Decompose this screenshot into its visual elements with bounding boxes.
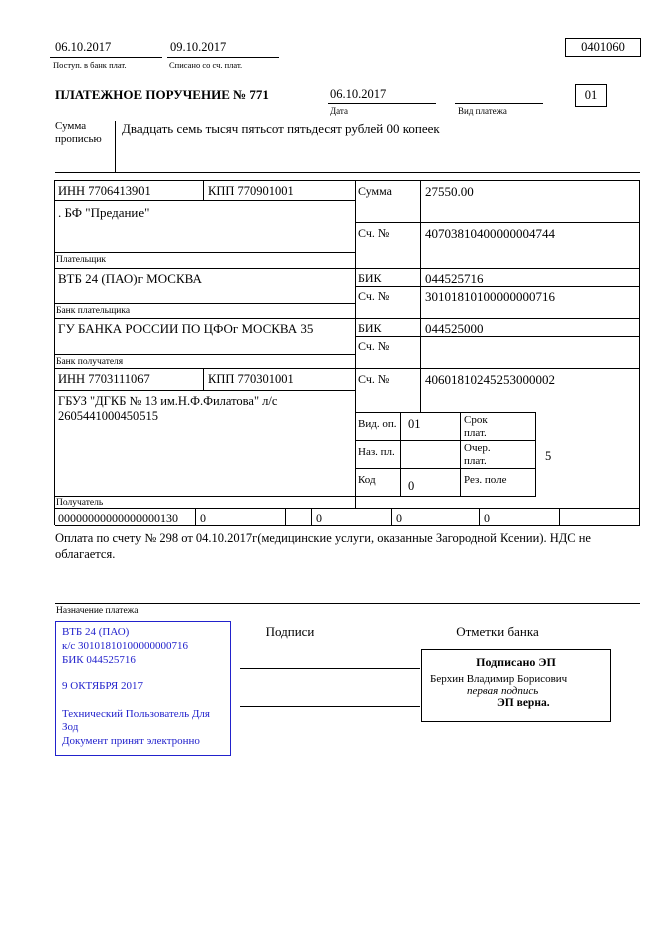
divider-line bbox=[55, 368, 640, 369]
payee-bank-bik-label: БИК bbox=[358, 321, 382, 335]
code-value: 0 bbox=[408, 479, 415, 493]
purpose-code-label: Наз. пл. bbox=[358, 446, 395, 458]
pay-term-label: Срок плат. bbox=[464, 414, 488, 439]
payer-bank-bik: 044525716 bbox=[425, 271, 484, 286]
divider-line bbox=[639, 180, 640, 525]
divider-line bbox=[285, 508, 286, 525]
signature-mark-verdict: ЭП верна. bbox=[497, 697, 550, 709]
payee-account: 40601810245253000002 bbox=[425, 372, 555, 387]
divider-line bbox=[355, 222, 640, 223]
bank-marks-label: Отметки банка bbox=[456, 624, 539, 639]
received-date-label: Поступ. в банк плат. bbox=[53, 60, 127, 70]
divider-line bbox=[479, 508, 480, 525]
divider-line bbox=[391, 508, 392, 525]
payee-bank-name: ГУ БАНКА РОССИИ ПО ЦФОг МОСКВА 35 bbox=[58, 321, 314, 336]
divider-line bbox=[55, 172, 640, 173]
divider-line bbox=[54, 180, 55, 525]
payer-bank-section-label: Банк плательщика bbox=[56, 306, 131, 316]
code-label: Код bbox=[358, 474, 376, 486]
divider-line bbox=[55, 200, 355, 201]
amount-words-label: Сумма прописью bbox=[55, 120, 102, 146]
payee-kpp: КПП 770301001 bbox=[208, 372, 294, 386]
purpose-label: Назначение платежа bbox=[56, 606, 139, 616]
payer-kpp: КПП 770901001 bbox=[208, 184, 294, 198]
divider-line bbox=[311, 508, 312, 525]
payer-bank-name: ВТБ 24 (ПАО)г МОСКВА bbox=[58, 271, 202, 286]
divider-line bbox=[355, 468, 536, 469]
payee-bank-bik: 044525000 bbox=[425, 321, 484, 336]
divider-line bbox=[203, 368, 204, 390]
divider-line bbox=[55, 303, 355, 304]
form-code: 0401060 bbox=[565, 38, 641, 57]
bank-stamp-date: 9 ОКТЯБРЯ 2017 bbox=[62, 679, 143, 692]
debited-date-label: Списано со сч. плат. bbox=[169, 60, 243, 70]
divider-line bbox=[55, 390, 355, 391]
received-date: 06.10.2017 bbox=[55, 40, 112, 54]
payee-inn: ИНН 7703111067 bbox=[58, 372, 150, 386]
payee-bank-section-label: Банк получателя bbox=[56, 357, 124, 367]
divider-line bbox=[55, 508, 640, 509]
payer-name: . БФ "Предание" bbox=[58, 205, 150, 220]
payer-bank-bik-label: БИК bbox=[358, 271, 382, 285]
bank-stamp-corr-account: к/с 30101810100000000716 bbox=[62, 639, 189, 652]
bank-stamp-note: Документ принят электронно bbox=[62, 734, 200, 747]
purpose-text: Оплата по счету № 298 от 04.10.2017г(медицинские услуги, оказанные Загородной Ксении). НДС не облагается. bbox=[55, 531, 591, 562]
divider-line bbox=[355, 180, 356, 508]
reserve-label: Рез. поле bbox=[464, 474, 507, 486]
divider-line bbox=[455, 103, 543, 104]
divider-line bbox=[559, 508, 560, 525]
payee-account-label: Сч. № bbox=[358, 372, 390, 386]
signature-line bbox=[240, 668, 420, 669]
signature-mark-title: Подписано ЭП bbox=[476, 655, 556, 669]
divider-line bbox=[167, 57, 279, 58]
amount-words: Двадцать семь тысяч пятьсот пятьдесят рублей 00 копеек bbox=[122, 121, 440, 136]
divider-line bbox=[55, 318, 640, 319]
payee-name: ГБУЗ "ДГКБ № 13 им.Н.Ф.Филатова" л/с 2605441000450515 bbox=[58, 394, 278, 423]
bank-stamp-name: ВТБ 24 (ПАО) bbox=[62, 626, 130, 638]
payer-account: 40703810400000004744 bbox=[425, 226, 555, 241]
payer-account-label: Сч. № bbox=[358, 226, 390, 240]
divider-line bbox=[115, 121, 116, 172]
divider-line bbox=[355, 286, 640, 287]
divider-line bbox=[460, 412, 461, 496]
payment-kind-label: Вид платежа bbox=[458, 106, 507, 116]
amount-label: Сумма bbox=[358, 184, 392, 198]
divider-line bbox=[55, 180, 640, 181]
tax-field-2: 0 bbox=[200, 511, 206, 525]
tax-field-5: 0 bbox=[396, 511, 402, 525]
divider-line bbox=[420, 180, 421, 412]
divider-line bbox=[328, 103, 436, 104]
payer-bank-account: 30101810100000000716 bbox=[425, 289, 555, 304]
priority-label: Очер. плат. bbox=[464, 442, 491, 467]
divider-line bbox=[55, 252, 355, 253]
divider-line bbox=[195, 508, 196, 525]
doc-date-label: Дата bbox=[330, 106, 348, 116]
signature-mark-box bbox=[421, 649, 611, 722]
op-kind-value: 01 bbox=[408, 417, 421, 431]
status-code: 01 bbox=[575, 84, 607, 107]
signatures-label: Подписи bbox=[265, 624, 315, 639]
signature-mark-name: Берхин Владимир Борисович bbox=[430, 673, 568, 685]
divider-line bbox=[50, 57, 162, 58]
payee-bank-account-label: Сч. № bbox=[358, 339, 390, 353]
divider-line bbox=[55, 268, 640, 269]
divider-line bbox=[355, 336, 640, 337]
signature-mark-subtitle: первая подпись bbox=[467, 685, 539, 697]
payer-bank-account-label: Сч. № bbox=[358, 289, 390, 303]
payer-inn: ИНН 7706413901 bbox=[58, 184, 151, 198]
op-kind-label: Вид. оп. bbox=[358, 418, 397, 430]
tax-field-6: 0 bbox=[484, 511, 490, 525]
divider-line bbox=[55, 354, 355, 355]
signature-line bbox=[240, 706, 420, 707]
priority-value: 5 bbox=[545, 449, 552, 463]
amount-value: 27550.00 bbox=[425, 184, 474, 199]
tax-field-1: 00000000000000000130 bbox=[58, 511, 178, 525]
payer-section-label: Плательщик bbox=[56, 255, 107, 265]
debited-date: 09.10.2017 bbox=[170, 40, 227, 54]
tax-field-4: 0 bbox=[316, 511, 322, 525]
divider-line bbox=[55, 603, 640, 604]
divider-line bbox=[355, 440, 536, 441]
divider-line bbox=[400, 412, 401, 496]
bank-stamp bbox=[55, 621, 231, 756]
divider-line bbox=[203, 180, 204, 200]
payee-section-label: Получатель bbox=[56, 498, 104, 508]
divider-line bbox=[55, 496, 536, 497]
doc-title: ПЛАТЕЖНОЕ ПОРУЧЕНИЕ № 771 bbox=[55, 87, 269, 102]
bank-stamp-operator: Технический Пользователь Для Зод bbox=[62, 707, 210, 733]
divider-line bbox=[355, 412, 536, 413]
divider-line bbox=[535, 412, 536, 496]
bank-stamp-bik: БИК 044525716 bbox=[62, 653, 136, 666]
doc-date: 06.10.2017 bbox=[330, 87, 387, 101]
